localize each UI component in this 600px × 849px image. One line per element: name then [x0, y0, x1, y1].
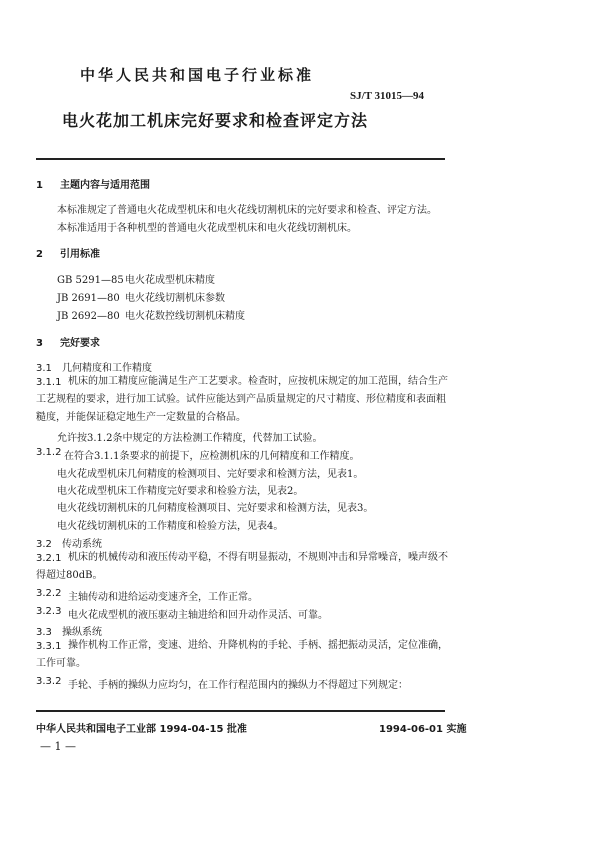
- clause-3-1-2-line: 电火花成型机床工作精度完好要求和检验方法，见表2。: [57, 486, 304, 497]
- clause-3-2-3-number: 3.2.3: [36, 606, 62, 617]
- section-3-heading: [36, 334, 100, 349]
- subsection-number: 3.3: [36, 627, 52, 638]
- reference-name: 电火花成型机床精度: [125, 275, 215, 286]
- section-title: 完好要求: [60, 338, 100, 349]
- subsection-3-2-heading: [36, 535, 102, 550]
- section-1-paragraph-1: 本标准规定了普通电火花成型机床和电火花线切割机床的完好要求和检查、评定方法。: [57, 205, 437, 216]
- clause-3-3-1-number: 3.3.1: [36, 641, 62, 652]
- reference-name: 电火花数控线切割机床精度: [125, 311, 245, 322]
- subsection-number: 3.2: [36, 539, 52, 550]
- effective-date: 1994-06-01 实施: [379, 724, 467, 735]
- clause-3-1-2-text: 在符合3.1.1条要求的前提下，应检测机床的几何精度和工作精度。: [64, 451, 360, 462]
- clause-3-2-2-text: 主轴传动和进给运动变速齐全，工作正常。: [68, 592, 258, 603]
- section-number: 3: [36, 338, 43, 349]
- clause-3-1-2-line: 电火花线切割机床的工作精度和检验方法，见表4。: [57, 521, 284, 532]
- clause-3-3-2-text: 手轮、手柄的操纵力应均匀，在工作行程范围内的操纵力不得超过下列规定：: [68, 680, 408, 691]
- clause-3-3-1-text: 操作机构工作正常，变速、进给、升降机构的手轮、手柄、摇把振动灵活，定位准确，工作可靠。: [36, 640, 448, 669]
- standard-code: SJ/T 31015—94: [350, 90, 425, 102]
- section-number: 1: [36, 180, 43, 191]
- clause-3-2-1-text: 机床的机械传动和液压传动平稳，不得有明显振动，不规则冲击和异常噪音，噪声级不得超过80dB。: [36, 552, 448, 581]
- subsection-3-1-heading: [36, 359, 152, 374]
- approval-line: 中华人民共和国电子工业部 1994-04-15 批准: [36, 724, 247, 735]
- clause-3-2-2-number: 3.2.2: [36, 588, 62, 599]
- standard-category-title: 中华人民共和国电子行业标准: [80, 66, 315, 84]
- clause-3-1-1-text: 机床的加工精度应能满足生产工艺要求。检查时，应按机床规定的加工范围，结合生产工艺规程的要求，进行加工试验。试件应能达到产品质量规定的尺寸精度、形位精度和表面粗糙度，并能保证稳定地生产一定数量的合格品。: [36, 376, 448, 423]
- section-2-heading: [36, 245, 100, 260]
- footer-divider: [36, 710, 445, 712]
- reference-item: [57, 307, 245, 322]
- clause-3-3-2-number: 3.3.2: [36, 676, 62, 687]
- clause-3-1-1-note: 允许按3.1.2条中规定的方法检测工作精度，代替加工试验。: [57, 433, 323, 444]
- clause-3-2-1-number: 3.2.1: [36, 553, 62, 564]
- section-1-heading: [36, 176, 150, 191]
- reference-item: [57, 289, 225, 304]
- clause-3-1-1-number: 3.1.1: [36, 377, 62, 388]
- section-number: 2: [36, 249, 43, 260]
- document-title: 电火花加工机床完好要求和检查评定方法: [62, 111, 369, 130]
- subsection-title: 几何精度和工作精度: [62, 363, 152, 374]
- clause-3-1-2-number: 3.1.2: [36, 447, 62, 458]
- subsection-3-3-heading: [36, 623, 102, 638]
- clause-3-2-3-text: 电火花成型机的液压驱动主轴进给和回升动作灵活、可靠。: [68, 610, 328, 621]
- page-number: — 1 —: [40, 740, 76, 753]
- reference-name: 电火花线切割机床参数: [125, 293, 225, 304]
- reference-item: [57, 271, 215, 286]
- reference-code: JB 2691—80: [57, 293, 120, 304]
- clause-3-1-2-line: 电火花成型机床几何精度的检测项目、完好要求和检测方法，见表1。: [57, 469, 364, 480]
- subsection-number: 3.1: [36, 363, 52, 374]
- section-title: 引用标准: [60, 249, 100, 260]
- subsection-title: 操纵系统: [62, 627, 102, 638]
- section-1-paragraph-2: 本标准适用于各种机型的普通电火花成型机床和电火花线切割机床。: [57, 223, 357, 234]
- reference-code: JB 2692—80: [57, 311, 120, 322]
- section-title: 主题内容与适用范围: [60, 180, 150, 191]
- header-divider: [36, 158, 445, 160]
- reference-code: GB 5291—85: [57, 275, 124, 286]
- subsection-title: 传动系统: [62, 539, 102, 550]
- clause-3-1-2-line: 电火花线切割机床的几何精度检测项目、完好要求和检测方法，见表3。: [57, 503, 374, 514]
